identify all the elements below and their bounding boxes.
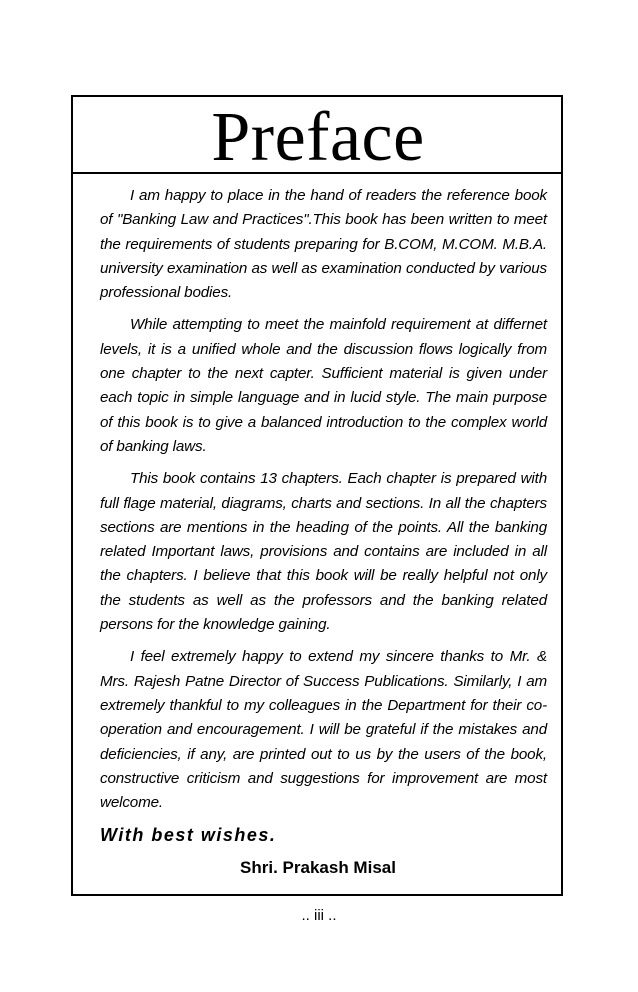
paragraph-contents: This book contains 13 chapters. Each chapter is prepared with full flage material, diagrams, charts and sections. In all the chapters sections are mentions in the heading of the points. All the banking related Important laws, provisions and contains are included in all the chapters. I believe that this book will be really helpful not only the students as well as the professors and the banking related persons for the knowledge gaining. [100, 470, 547, 634]
page-number: .. iii .. [301, 907, 337, 924]
preface-body [100, 184, 547, 847]
closing-wishes: With best wishes. [100, 825, 277, 846]
paragraph-approach: While attempting to meet the mainfold requirement at differnet levels, it is a unified whole and the discussion flows logically from one chapter to the next capter. Sufficient material is given under each topic in simple language and in lucid style. The main purpose of this book is to give a balanced introduction to the complex world of banking laws. [100, 316, 547, 455]
author-signature: Shri. Prakash Misal [240, 858, 396, 877]
page-title: Preface [211, 99, 425, 176]
preface-frame [71, 95, 563, 896]
paragraph-thanks: I feel extremely happy to extend my sincere thanks to Mr. & Mrs. Rajesh Patne Director of Success Publications. Similarly, I am extremely thankful to my colleagues in the Department for their co-operation and encouragement. I will be grateful if the mistakes and deficiencies, if any, are printed out to us by the users of the book, constructive criticism and suggestions for improvement are most welcome. [100, 648, 547, 812]
paragraph-intro: I am happy to place in the hand of readers the reference book of "Banking Law and Practices".This book has been written to meet the requirements of students preparing for B.COM, M.COM. M.B.A. university examination as well as examination conducted by various professional bodies. [100, 187, 547, 302]
title-divider [73, 172, 563, 174]
